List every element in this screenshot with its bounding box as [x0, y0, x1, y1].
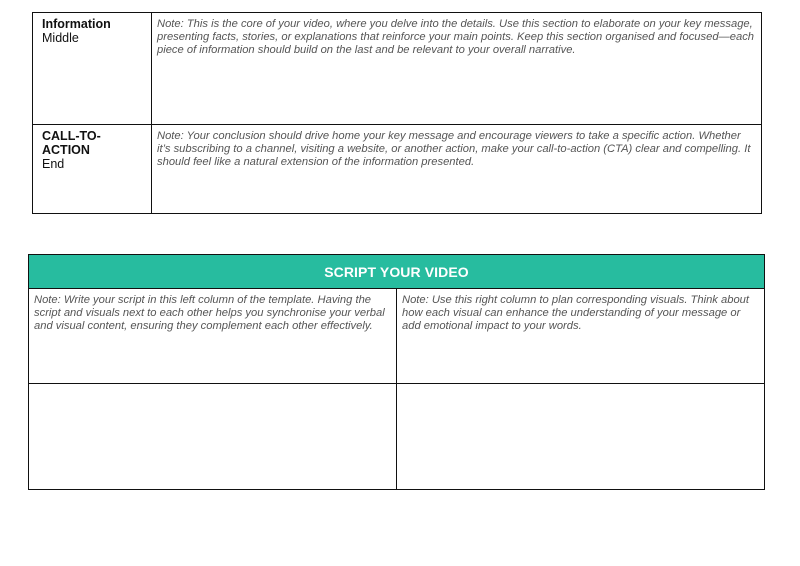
outline-row-call-to-action: [33, 124, 761, 213]
script-table-header: SCRIPT YOUR VIDEO: [29, 255, 764, 289]
visuals-note-text: Note: Use this right column to plan corresponding visuals. Think about how each visual can enhance the understanding of your message or add emotional impact to your words.: [402, 294, 749, 332]
section-note-text: Note: This is the core of your video, where you delve into the details. Use this section to elaborate on your key message, presenting facts, stories, or explanations that reinforce your main points. Keep this section organised and focused—each piece of information should build on the last and be relevant to your overall narrative.: [157, 18, 755, 56]
visuals-column-cell[interactable]: [397, 289, 764, 383]
outline-row-information: [33, 13, 761, 124]
section-title: CALL-TO-ACTION: [42, 129, 101, 157]
script-table: [28, 254, 765, 490]
script-note-text: Note: Write your script in this left column of the template. Having the script and visuals next to each other helps you synchronise your verbal and visual content, ensuring they complement each other effectively.: [34, 294, 385, 332]
section-label-cell: [33, 125, 152, 213]
section-title: Information: [42, 17, 111, 31]
script-column-cell[interactable]: [29, 289, 397, 383]
script-row: [29, 289, 764, 383]
section-note-cell[interactable]: [152, 13, 761, 124]
section-note-cell[interactable]: [152, 125, 761, 213]
video-outline-table: [32, 12, 762, 214]
section-subtitle: End: [42, 157, 65, 171]
section-subtitle: Middle: [42, 31, 79, 45]
section-label-cell: [33, 13, 152, 124]
visuals-column-cell[interactable]: [397, 384, 764, 489]
script-column-cell[interactable]: [29, 384, 397, 489]
section-note-text: Note: Your conclusion should drive home your key message and encourage viewers to take a specific action. Whether it’s subscribing to a channel, visiting a website, or another action, make your call-to-action (CTA) clear and compelling. It should feel like a natural extension of the information presented.: [157, 130, 751, 168]
script-row: [29, 383, 764, 489]
